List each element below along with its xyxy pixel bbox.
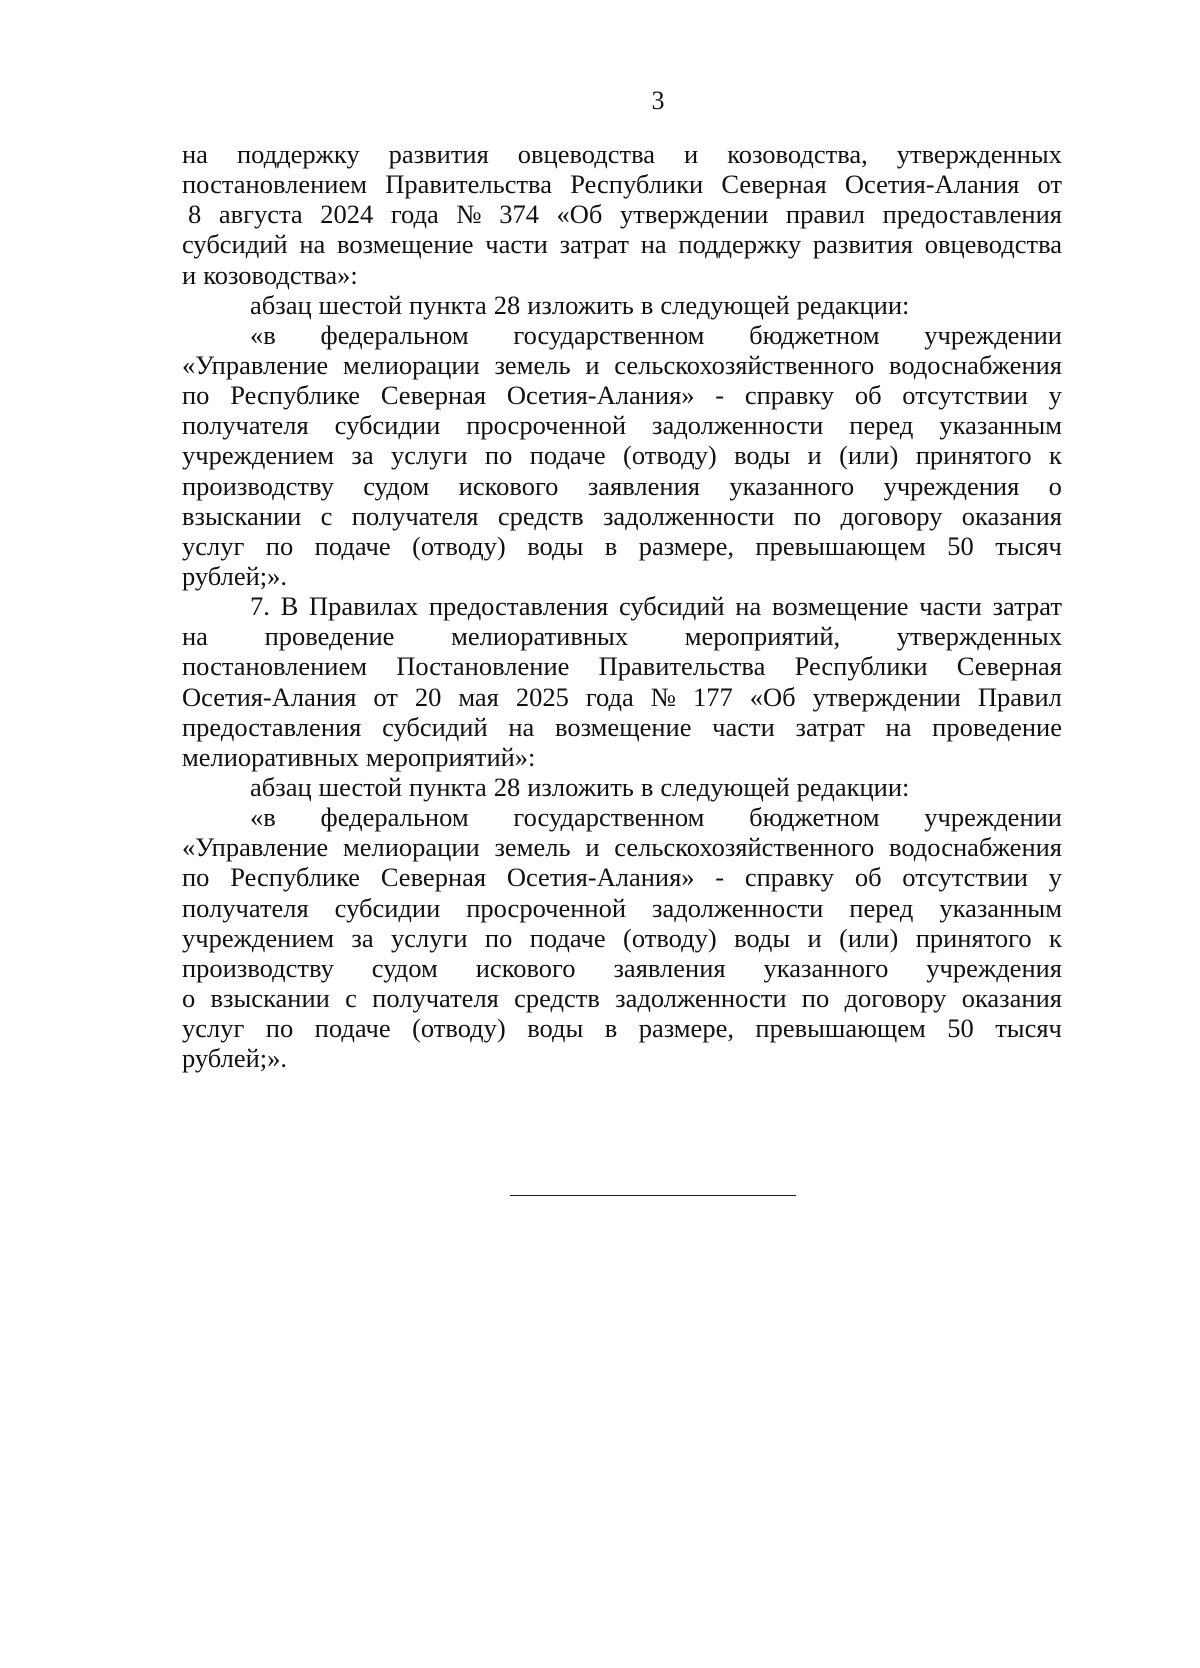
word: задолженности	[651, 410, 824, 441]
word: Правил	[977, 681, 1062, 712]
word: об	[854, 380, 882, 411]
word: за	[351, 440, 374, 471]
word: затрат	[795, 711, 865, 742]
text-line	[182, 712, 1062, 742]
word: просроченной	[466, 410, 627, 441]
text-line	[182, 1013, 1062, 1043]
text-line	[182, 229, 1062, 259]
word: государственном	[513, 802, 705, 833]
word: водоснабжения	[888, 349, 1062, 380]
word: пункта	[408, 289, 487, 320]
text-line	[182, 139, 1062, 169]
word: размере,	[638, 1013, 734, 1044]
page-number: 3	[651, 86, 665, 115]
word: шестой	[318, 771, 402, 802]
word: Северная	[380, 862, 487, 893]
word: затрат	[992, 591, 1062, 622]
word: на	[182, 621, 208, 652]
word: по	[265, 530, 294, 561]
text-line	[182, 591, 1062, 621]
word: 374	[499, 199, 539, 230]
word: утверждении	[620, 199, 769, 230]
text-line	[182, 290, 1062, 320]
word: №	[456, 199, 482, 230]
word: части	[919, 591, 982, 622]
word: развития	[388, 139, 489, 169]
word: договору	[844, 982, 947, 1013]
text-line	[182, 893, 1062, 923]
word: Республике	[230, 380, 361, 411]
word: и	[585, 349, 600, 380]
word: подаче	[314, 530, 391, 561]
word: мелиорации	[342, 349, 480, 380]
word: бюджетном	[749, 319, 880, 350]
text-line	[182, 440, 1062, 470]
word: 28	[493, 289, 521, 320]
word: Постановление	[396, 651, 570, 682]
word: части	[485, 229, 548, 260]
word: Осетия-Алания	[844, 169, 1020, 200]
word: субсидий	[182, 229, 288, 260]
word: 28	[493, 771, 521, 802]
word: услуг	[182, 530, 245, 561]
text-line	[182, 380, 1062, 410]
word: подаче	[314, 1013, 391, 1044]
word: с	[345, 982, 357, 1013]
word: правил	[785, 199, 866, 230]
word: части	[712, 711, 775, 742]
word: Осетия-Алания	[182, 681, 357, 712]
word: получателя	[182, 410, 309, 441]
text-line	[182, 350, 1062, 380]
word: мероприятий,	[684, 621, 841, 652]
word: абзац	[250, 771, 312, 802]
word: на	[508, 711, 535, 742]
word: -	[715, 380, 725, 411]
text-line	[182, 772, 1062, 802]
word: получателя	[372, 982, 499, 1013]
word: мая	[458, 681, 499, 712]
word: затрат	[559, 229, 629, 260]
word: «Об	[556, 199, 603, 230]
text-line	[182, 561, 1062, 591]
word: судом	[363, 470, 430, 501]
word: заявления	[587, 470, 700, 501]
word: просроченной	[466, 892, 627, 923]
word: шестой	[318, 289, 402, 320]
word: услуг	[182, 1013, 245, 1044]
word: с	[320, 500, 333, 531]
word: пункта	[408, 771, 487, 802]
word: предоставления	[428, 591, 609, 622]
word: получателя	[351, 500, 479, 531]
word: воды	[734, 440, 791, 471]
word: о	[182, 982, 196, 1013]
text-line	[182, 169, 1062, 199]
word: изложить	[527, 289, 634, 320]
word: «в	[250, 802, 276, 833]
word: государственном	[513, 319, 705, 350]
word: принятого	[915, 440, 1032, 471]
text-line	[182, 682, 1062, 712]
word: мероприятий»:	[366, 741, 536, 772]
word: следующей	[660, 771, 790, 802]
word: 177	[693, 681, 733, 712]
word: на	[640, 229, 667, 260]
word: превышающем	[755, 530, 926, 561]
word: Правилах	[309, 591, 419, 622]
word: мелиоративных	[182, 741, 360, 772]
word: редакции:	[796, 289, 910, 320]
word: 7.	[250, 591, 270, 622]
word: возмещение	[554, 711, 692, 742]
word: овцеводства	[924, 229, 1062, 260]
word: федеральном	[320, 319, 469, 350]
word: и	[807, 440, 822, 471]
word: и	[684, 139, 699, 169]
word: справку	[744, 862, 835, 893]
text-line	[182, 531, 1062, 561]
word: изложить	[527, 771, 634, 802]
word: августа	[218, 199, 303, 230]
word: (отводу)	[623, 440, 717, 471]
word: судом	[371, 952, 438, 983]
word: абзац	[250, 289, 312, 320]
word: Осетия-Алания»	[506, 862, 695, 893]
document-body	[182, 139, 1062, 1073]
text-line	[182, 953, 1062, 983]
word: водоснабжения	[888, 832, 1062, 863]
word: оказания	[961, 982, 1062, 1013]
word: 50	[947, 1013, 974, 1044]
word: утверждении	[812, 681, 961, 712]
word: редакции:	[796, 771, 910, 802]
word: 50	[947, 530, 974, 561]
word: получателя	[182, 892, 309, 923]
word: поддержку	[236, 139, 360, 169]
word: постановлением	[182, 169, 367, 200]
word: по	[793, 500, 822, 531]
word: задолженности	[615, 982, 787, 1013]
text-line	[182, 742, 1062, 772]
text-line	[182, 260, 1062, 290]
word: подаче	[529, 922, 606, 953]
word: учреждением	[182, 440, 335, 471]
word: (отводу)	[412, 1013, 506, 1044]
word: средств	[514, 982, 600, 1013]
word: (или)	[839, 922, 899, 953]
word: на	[182, 139, 208, 169]
word: в	[640, 771, 654, 802]
word: у	[1048, 862, 1062, 893]
word: принятого	[915, 922, 1032, 953]
word: утвержденных	[896, 621, 1062, 652]
word: года	[390, 199, 439, 230]
word: и	[182, 259, 197, 290]
word: рублей;».	[182, 560, 288, 591]
word: указанного	[763, 952, 889, 983]
word: перед	[849, 892, 914, 923]
word: услуги	[391, 440, 468, 471]
word: и	[807, 922, 822, 953]
word: субсидии	[334, 410, 441, 441]
word: Осетия-Алания»	[506, 380, 695, 411]
word: учреждением	[182, 922, 335, 953]
word: мелиоративных	[451, 621, 629, 652]
word: учреждении	[924, 802, 1062, 833]
word: бюджетном	[749, 802, 880, 833]
word: Республики	[794, 651, 928, 682]
word: проведение	[932, 711, 1062, 742]
word: Республике	[230, 862, 361, 893]
word: взыскании	[182, 500, 302, 531]
word: поддержку	[678, 229, 802, 260]
word: от	[1037, 169, 1062, 200]
word: средств	[497, 500, 584, 531]
word: года	[585, 681, 634, 712]
word: (отводу)	[412, 530, 506, 561]
word: утвержденных	[896, 139, 1062, 169]
word: по	[484, 922, 513, 953]
word: искового	[475, 952, 576, 983]
word: у	[1048, 380, 1062, 411]
word: по	[265, 1013, 294, 1044]
word: взыскании	[210, 982, 330, 1013]
word: подаче	[529, 440, 606, 471]
text-line	[182, 651, 1062, 681]
word: на	[299, 229, 326, 260]
word: задолженности	[651, 892, 824, 923]
word: тысяч	[995, 530, 1062, 561]
word: указанным	[939, 892, 1062, 923]
word: воды	[734, 922, 791, 953]
word: проведение	[264, 621, 395, 652]
text-line	[182, 802, 1062, 832]
word: 20	[414, 681, 442, 712]
text-line	[182, 923, 1062, 953]
word: В	[280, 591, 299, 622]
closing-rule	[510, 1195, 796, 1196]
text-line	[182, 862, 1062, 892]
word: Республики	[570, 169, 704, 200]
word: отсутствии	[902, 862, 1028, 893]
word: договору	[840, 500, 943, 531]
word: о	[1048, 470, 1062, 501]
text-line	[182, 410, 1062, 440]
word: субсидий	[382, 711, 488, 742]
word: «в	[250, 319, 276, 350]
text-line	[182, 471, 1062, 501]
word: учреждения	[883, 470, 1020, 501]
word: «Управление	[182, 832, 329, 863]
word: следующей	[660, 289, 790, 320]
word: «Управление	[182, 349, 329, 380]
word: субсидий	[618, 591, 725, 622]
word: №	[650, 681, 677, 712]
word: Правительства	[385, 169, 552, 200]
word: учреждения	[926, 952, 1062, 983]
text-line	[182, 1043, 1062, 1073]
word: по	[801, 982, 830, 1013]
word: 2025	[515, 681, 569, 712]
word: тысяч	[995, 1013, 1062, 1044]
word: за	[351, 922, 374, 953]
word: (или)	[839, 440, 899, 471]
word: в	[604, 1013, 618, 1044]
word: козоводства,	[727, 139, 868, 169]
word: справку	[744, 380, 835, 411]
word: воды	[527, 530, 584, 561]
word: указанным	[939, 410, 1062, 441]
text-line	[182, 199, 1062, 229]
word: земель	[494, 349, 571, 380]
word: постановлением	[182, 651, 367, 682]
word: 2024	[320, 199, 374, 230]
word: федеральном	[320, 802, 469, 833]
word: перед	[849, 410, 914, 441]
word: Правительства	[598, 651, 766, 682]
word: по	[484, 440, 513, 471]
text-line	[182, 320, 1062, 350]
word: заявления	[613, 952, 726, 983]
word: овцеводства	[517, 139, 656, 169]
word: к	[1048, 440, 1062, 471]
word: производству	[182, 470, 334, 501]
text-line	[182, 621, 1062, 651]
word: в	[640, 289, 654, 320]
word: предоставления	[182, 711, 362, 742]
word: возмещение	[771, 591, 909, 622]
word: возмещение	[337, 229, 474, 260]
word: искового	[458, 470, 559, 501]
word: воды	[527, 1013, 584, 1044]
word: -	[715, 862, 725, 893]
word: 8	[188, 199, 202, 230]
word: и	[585, 832, 600, 863]
word: на	[885, 711, 912, 742]
word: об	[854, 862, 882, 893]
word: оказания	[961, 500, 1062, 531]
word: мелиорации	[342, 832, 480, 863]
word: превышающем	[755, 1013, 926, 1044]
word: козоводства»:	[203, 259, 358, 290]
word: сельскохозяйственного	[614, 832, 875, 863]
word: к	[1048, 922, 1062, 953]
word: по	[182, 862, 210, 893]
word: Северная	[721, 169, 827, 200]
word: задолженности	[602, 500, 775, 531]
word: указанного	[729, 470, 855, 501]
word: учреждении	[924, 319, 1062, 350]
word: производству	[182, 952, 334, 983]
word: развития	[812, 229, 913, 260]
word: в	[604, 530, 618, 561]
word: на	[735, 591, 762, 622]
word: сельскохозяйственного	[614, 349, 875, 380]
word: субсидии	[334, 892, 441, 923]
text-line	[182, 832, 1062, 862]
text-line	[182, 983, 1062, 1013]
word: рублей;».	[182, 1043, 288, 1074]
word: Северная	[380, 380, 487, 411]
word: земель	[494, 832, 571, 863]
word: отсутствии	[902, 380, 1028, 411]
word: «Об	[749, 681, 796, 712]
word: Северная	[956, 651, 1062, 682]
word: услуги	[391, 922, 468, 953]
word: предоставления	[882, 199, 1062, 230]
word: размере,	[638, 530, 734, 561]
word: от	[373, 681, 398, 712]
word: (отводу)	[623, 922, 717, 953]
text-line	[182, 501, 1062, 531]
word: по	[182, 380, 210, 411]
